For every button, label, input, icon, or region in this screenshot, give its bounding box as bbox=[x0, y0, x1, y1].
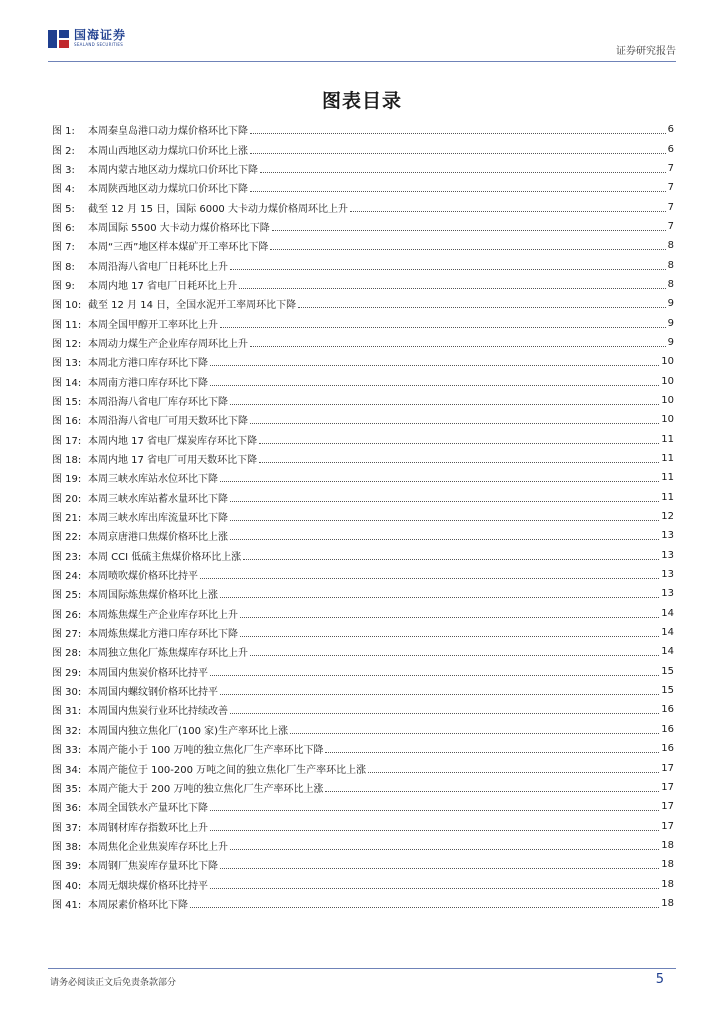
toc-leader-dots bbox=[250, 336, 666, 347]
toc-entry-label: 图 1: bbox=[52, 126, 75, 138]
toc-leader-dots bbox=[350, 201, 666, 212]
toc-leader-dots bbox=[250, 123, 666, 134]
toc-entry-title: 本周钢厂焦炭库存量环比下降 bbox=[88, 861, 218, 873]
toc-entry-label: 图 16: bbox=[52, 416, 82, 428]
toc-entry-page: 17 bbox=[661, 801, 674, 813]
toc-entry-page: 14 bbox=[661, 646, 674, 658]
toc-entry-label: 图 14: bbox=[52, 377, 82, 389]
toc-entry[interactable] bbox=[52, 797, 674, 816]
toc-leader-dots bbox=[368, 762, 659, 773]
toc-entry-page: 8 bbox=[667, 240, 674, 252]
toc-entry-page: 11 bbox=[661, 472, 674, 484]
toc-entry-title: 本周国内螺纹钢价格环比持平 bbox=[88, 687, 218, 699]
toc-entry-title: 本周山西地区动力煤坑口价环比上涨 bbox=[88, 145, 248, 157]
toc-entry[interactable] bbox=[52, 816, 674, 835]
toc-leader-dots bbox=[210, 800, 659, 811]
toc-entry[interactable] bbox=[52, 468, 674, 487]
toc-entry-page: 7 bbox=[667, 162, 674, 174]
toc-entry[interactable] bbox=[52, 236, 674, 255]
toc-leader-dots bbox=[230, 491, 659, 502]
toc-entry[interactable] bbox=[52, 139, 674, 158]
toc-entry-label: 图 5: bbox=[52, 203, 75, 215]
toc-entry-label: 图 32: bbox=[52, 725, 82, 737]
toc-entry[interactable] bbox=[52, 430, 674, 449]
toc-entry-page: 9 bbox=[667, 336, 674, 348]
company-logo bbox=[48, 28, 126, 56]
toc-entry[interactable] bbox=[52, 778, 674, 797]
toc-entry[interactable] bbox=[52, 546, 674, 565]
toc-entry[interactable] bbox=[52, 681, 674, 700]
toc-leader-dots bbox=[230, 394, 659, 405]
figure-table-of-contents bbox=[52, 120, 674, 913]
toc-entry[interactable] bbox=[52, 894, 674, 913]
toc-leader-dots bbox=[250, 181, 666, 192]
toc-entry-page: 12 bbox=[661, 511, 674, 523]
toc-entry[interactable] bbox=[52, 488, 674, 507]
toc-entry-title: 本周三峡水库站水位环比下降 bbox=[88, 474, 218, 486]
toc-entry-title: 本周动力煤生产企业库存周环比上升 bbox=[88, 338, 248, 350]
toc-entry-page: 7 bbox=[667, 220, 674, 232]
toc-entry-title: 本周尿素价格环比下降 bbox=[88, 899, 188, 911]
toc-leader-dots bbox=[240, 626, 659, 637]
toc-entry-title: 本周全国铁水产量环比下降 bbox=[88, 803, 208, 815]
toc-leader-dots bbox=[220, 858, 659, 869]
toc-entry-label: 图 35: bbox=[52, 783, 82, 795]
toc-entry[interactable] bbox=[52, 255, 674, 274]
toc-entry-title: 本周内地 17 省电厂煤炭库存环比下降 bbox=[88, 435, 258, 447]
toc-entry-label: 图 30: bbox=[52, 687, 82, 699]
toc-entry-page: 16 bbox=[661, 704, 674, 716]
toc-entry[interactable] bbox=[52, 758, 674, 777]
toc-leader-dots bbox=[259, 452, 659, 463]
toc-leader-dots bbox=[210, 665, 659, 676]
toc-entry-title: 本周“三西”地区样本煤矿开工率环比下降 bbox=[88, 242, 269, 254]
toc-leader-dots bbox=[230, 703, 659, 714]
toc-leader-dots bbox=[298, 297, 665, 308]
toc-leader-dots bbox=[210, 375, 659, 386]
toc-leader-dots bbox=[230, 259, 666, 270]
toc-entry-page: 15 bbox=[661, 685, 674, 697]
toc-entry-title: 本周焦化企业焦炭库存环比上升 bbox=[88, 841, 228, 853]
toc-entry[interactable] bbox=[52, 526, 674, 545]
toc-entry-title: 本周内地 17 省电厂可用天数环比下降 bbox=[88, 455, 258, 467]
toc-entry-page: 6 bbox=[667, 143, 674, 155]
disclaimer-note: 请务必阅读正文后免责条款部分 bbox=[50, 978, 177, 988]
toc-entry-title: 本周陕西地区动力煤坑口价环比下降 bbox=[88, 184, 248, 196]
toc-leader-dots bbox=[325, 742, 659, 753]
toc-entry-title: 截至 12 月 14 日，全国水泥开工率周环比下降 bbox=[88, 300, 297, 312]
toc-entry-label: 图 3: bbox=[52, 164, 75, 176]
toc-leader-dots bbox=[220, 471, 659, 482]
toc-entry-page: 11 bbox=[661, 433, 674, 445]
toc-entry-page: 13 bbox=[661, 549, 674, 561]
toc-entry-label: 图 23: bbox=[52, 551, 82, 563]
toc-entry[interactable] bbox=[52, 333, 674, 352]
toc-entry-page: 10 bbox=[661, 356, 674, 368]
toc-entry-label: 图 12: bbox=[52, 338, 82, 350]
toc-entry-label: 图 7: bbox=[52, 242, 75, 254]
toc-entry-title: 本周沿海八省电厂日耗环比上升 bbox=[88, 261, 228, 273]
toc-entry-label: 图 2: bbox=[52, 145, 75, 157]
page-header bbox=[48, 28, 676, 62]
toc-entry[interactable] bbox=[52, 739, 674, 758]
toc-leader-dots bbox=[220, 317, 666, 328]
toc-leader-dots bbox=[200, 568, 659, 579]
toc-entry-label: 图 11: bbox=[52, 319, 82, 331]
toc-entry-label: 图 27: bbox=[52, 629, 82, 641]
toc-entry-page: 13 bbox=[661, 569, 674, 581]
toc-entry-page: 11 bbox=[661, 491, 674, 503]
toc-entry-label: 图 41: bbox=[52, 899, 82, 911]
toc-entry-label: 图 15: bbox=[52, 396, 82, 408]
toc-entry[interactable] bbox=[52, 584, 674, 603]
toc-leader-dots bbox=[220, 684, 659, 695]
toc-entry-label: 图 21: bbox=[52, 513, 82, 525]
toc-leader-dots bbox=[230, 839, 659, 850]
toc-entry-title: 截至 12 月 15 日，国际 6000 大卡动力煤价格周环比上升 bbox=[88, 203, 348, 215]
toc-entry[interactable] bbox=[52, 855, 674, 874]
toc-entry-page: 13 bbox=[661, 588, 674, 600]
toc-entry-title: 本周炼焦煤北方港口库存环比下降 bbox=[88, 629, 238, 641]
toc-leader-dots bbox=[250, 143, 666, 154]
toc-entry-label: 图 37: bbox=[52, 822, 82, 834]
toc-entry-label: 图 19: bbox=[52, 474, 82, 486]
toc-entry[interactable] bbox=[52, 700, 674, 719]
toc-leader-dots bbox=[243, 549, 659, 560]
toc-entry-label: 图 6: bbox=[52, 222, 75, 234]
toc-entry-label: 图 18: bbox=[52, 455, 82, 467]
toc-entry-page: 15 bbox=[661, 665, 674, 677]
toc-entry-label: 图 36: bbox=[52, 803, 82, 815]
toc-entry-title: 本周沿海八省电厂可用天数环比下降 bbox=[88, 416, 248, 428]
toc-entry-page: 13 bbox=[661, 530, 674, 542]
toc-entry-title: 本周内蒙古地区动力煤坑口价环比下降 bbox=[88, 164, 258, 176]
toc-entry-page: 17 bbox=[661, 781, 674, 793]
toc-entry[interactable] bbox=[52, 604, 674, 623]
toc-entry-label: 图 4: bbox=[52, 184, 75, 196]
toc-entry-title: 本周国内独立焦化厂(100 家)生产率环比上涨 bbox=[88, 725, 289, 737]
toc-entry-title: 本周北方港口库存环比下降 bbox=[88, 358, 208, 370]
toc-entry-title: 本周秦皇岛港口动力煤价格环比下降 bbox=[88, 126, 248, 138]
toc-entry-page: 17 bbox=[661, 762, 674, 774]
toc-entry[interactable] bbox=[52, 720, 674, 739]
toc-entry-title: 本周三峡水库出库流量环比下降 bbox=[88, 513, 228, 525]
toc-entry[interactable] bbox=[52, 662, 674, 681]
toc-entry-page: 10 bbox=[661, 375, 674, 387]
toc-entry-page: 9 bbox=[667, 298, 674, 310]
toc-entry[interactable] bbox=[52, 371, 674, 390]
toc-entry[interactable] bbox=[52, 410, 674, 429]
toc-entry-title: 本周沿海八省电厂库存环比下降 bbox=[88, 396, 228, 408]
toc-entry[interactable] bbox=[52, 178, 674, 197]
toc-leader-dots bbox=[270, 239, 665, 250]
toc-entry[interactable] bbox=[52, 836, 674, 855]
toc-entry-title: 本周三峡水库站蓄水量环比下降 bbox=[88, 493, 228, 505]
toc-entry-title: 本周喷吹煤价格环比持平 bbox=[88, 571, 198, 583]
toc-entry-page: 9 bbox=[667, 317, 674, 329]
logo-name-cn: 国海证券 bbox=[74, 28, 127, 42]
logo-name-en: SEALAND SECURITIES bbox=[74, 42, 124, 47]
toc-leader-dots bbox=[325, 781, 659, 792]
toc-entry-label: 图 28: bbox=[52, 648, 82, 660]
toc-leader-dots bbox=[190, 897, 659, 908]
toc-entry[interactable] bbox=[52, 874, 674, 893]
toc-leader-dots bbox=[230, 529, 659, 540]
toc-entry-label: 图 33: bbox=[52, 745, 82, 757]
toc-entry-title: 本周产能位于 100-200 万吨之间的独立焦化厂生产率环比上涨 bbox=[88, 764, 367, 776]
toc-leader-dots bbox=[210, 878, 659, 889]
toc-entry-label: 图 40: bbox=[52, 880, 82, 892]
toc-entry[interactable] bbox=[52, 120, 674, 139]
toc-entry[interactable] bbox=[52, 313, 674, 332]
toc-entry-label: 图 31: bbox=[52, 706, 82, 718]
report-type-label: 证券研究报告 bbox=[616, 46, 676, 57]
toc-entry-page: 7 bbox=[667, 182, 674, 194]
toc-entry-label: 图 34: bbox=[52, 764, 82, 776]
toc-entry-label: 图 9: bbox=[52, 280, 75, 292]
toc-entry-label: 图 26: bbox=[52, 609, 82, 621]
toc-entry-page: 14 bbox=[661, 627, 674, 639]
toc-entry-title: 本周全国甲醇开工率环比上升 bbox=[88, 319, 218, 331]
toc-entry-page: 14 bbox=[661, 607, 674, 619]
toc-entry-title: 本周国际 5500 大卡动力煤价格环比下降 bbox=[88, 222, 270, 234]
toc-entry-title: 本周京唐港口焦煤价格环比上涨 bbox=[88, 532, 228, 544]
toc-entry[interactable] bbox=[52, 294, 674, 313]
toc-entry-title: 本周内地 17 省电厂日耗环比上升 bbox=[88, 280, 238, 292]
toc-entry[interactable] bbox=[52, 197, 674, 216]
toc-entry-title: 本周独立焦化厂炼焦煤库存环比上升 bbox=[88, 648, 248, 660]
toc-leader-dots bbox=[290, 723, 659, 734]
toc-entry-page: 18 bbox=[661, 839, 674, 851]
toc-entry-title: 本周国内焦炭行业环比持续改善 bbox=[88, 706, 228, 718]
toc-entry-label: 图 8: bbox=[52, 261, 75, 273]
toc-leader-dots bbox=[240, 607, 659, 618]
toc-entry[interactable] bbox=[52, 507, 674, 526]
toc-leader-dots bbox=[220, 587, 659, 598]
toc-entry-title: 本周炼焦煤生产企业库存环比上升 bbox=[88, 609, 238, 621]
toc-entry-page: 10 bbox=[661, 394, 674, 406]
logo-mark-icon bbox=[48, 28, 70, 50]
toc-entry[interactable] bbox=[52, 352, 674, 371]
toc-entry-label: 图 10: bbox=[52, 300, 82, 312]
toc-entry-page: 11 bbox=[661, 453, 674, 465]
toc-entry-label: 图 17: bbox=[52, 435, 82, 447]
toc-entry-title: 本周国内焦炭价格环比持平 bbox=[88, 667, 208, 679]
toc-entry-title: 本周国际炼焦煤价格环比上涨 bbox=[88, 590, 218, 602]
toc-entry[interactable] bbox=[52, 449, 674, 468]
toc-entry[interactable] bbox=[52, 159, 674, 178]
toc-entry-page: 16 bbox=[661, 723, 674, 735]
toc-leader-dots bbox=[250, 645, 659, 656]
toc-entry-title: 本周产能小于 100 万吨的独立焦化厂生产率环比下降 bbox=[88, 745, 324, 757]
toc-leader-dots bbox=[259, 433, 659, 444]
toc-entry-label: 图 24: bbox=[52, 571, 82, 583]
toc-entry-title: 本周钢材库存指数环比上升 bbox=[88, 822, 208, 834]
toc-entry[interactable] bbox=[52, 565, 674, 584]
toc-entry[interactable] bbox=[52, 275, 674, 294]
toc-entry-label: 图 13: bbox=[52, 358, 82, 370]
header-divider bbox=[48, 61, 676, 62]
toc-entry-title: 本周无烟块煤价格环比持平 bbox=[88, 880, 208, 892]
toc-leader-dots bbox=[210, 820, 659, 831]
toc-entry-label: 图 29: bbox=[52, 667, 82, 679]
toc-entry-page: 18 bbox=[661, 897, 674, 909]
toc-entry-page: 6 bbox=[667, 124, 674, 136]
page-title: 图表目录 bbox=[321, 90, 402, 112]
toc-entry[interactable] bbox=[52, 623, 674, 642]
toc-entry-page: 10 bbox=[661, 414, 674, 426]
toc-entry-title: 本周南方港口库存环比下降 bbox=[88, 377, 208, 389]
toc-leader-dots bbox=[239, 278, 666, 289]
toc-entry-label: 图 25: bbox=[52, 590, 82, 602]
page-number: 5 bbox=[655, 972, 664, 987]
toc-entry-title: 本周产能大于 200 万吨的独立焦化厂生产率环比上涨 bbox=[88, 783, 324, 795]
toc-entry-page: 16 bbox=[661, 743, 674, 755]
toc-entry-page: 7 bbox=[667, 201, 674, 213]
toc-entry[interactable] bbox=[52, 642, 674, 661]
toc-entry-page: 8 bbox=[667, 259, 674, 271]
toc-entry-label: 图 20: bbox=[52, 493, 82, 505]
toc-entry-label: 图 22: bbox=[52, 532, 82, 544]
toc-leader-dots bbox=[230, 510, 659, 521]
toc-entry-page: 18 bbox=[661, 859, 674, 871]
toc-entry-title: 本周 CCI 低硫主焦煤价格环比上涨 bbox=[88, 551, 242, 563]
toc-entry[interactable] bbox=[52, 391, 674, 410]
toc-leader-dots bbox=[272, 220, 666, 231]
toc-entry-label: 图 38: bbox=[52, 841, 82, 853]
footer-divider bbox=[48, 968, 676, 969]
toc-leader-dots bbox=[210, 355, 659, 366]
toc-leader-dots bbox=[250, 413, 659, 424]
toc-entry-page: 17 bbox=[661, 820, 674, 832]
toc-entry-page: 8 bbox=[667, 278, 674, 290]
toc-entry[interactable] bbox=[52, 217, 674, 236]
toc-entry-page: 18 bbox=[661, 878, 674, 890]
toc-leader-dots bbox=[260, 162, 666, 173]
toc-entry-label: 图 39: bbox=[52, 861, 82, 873]
